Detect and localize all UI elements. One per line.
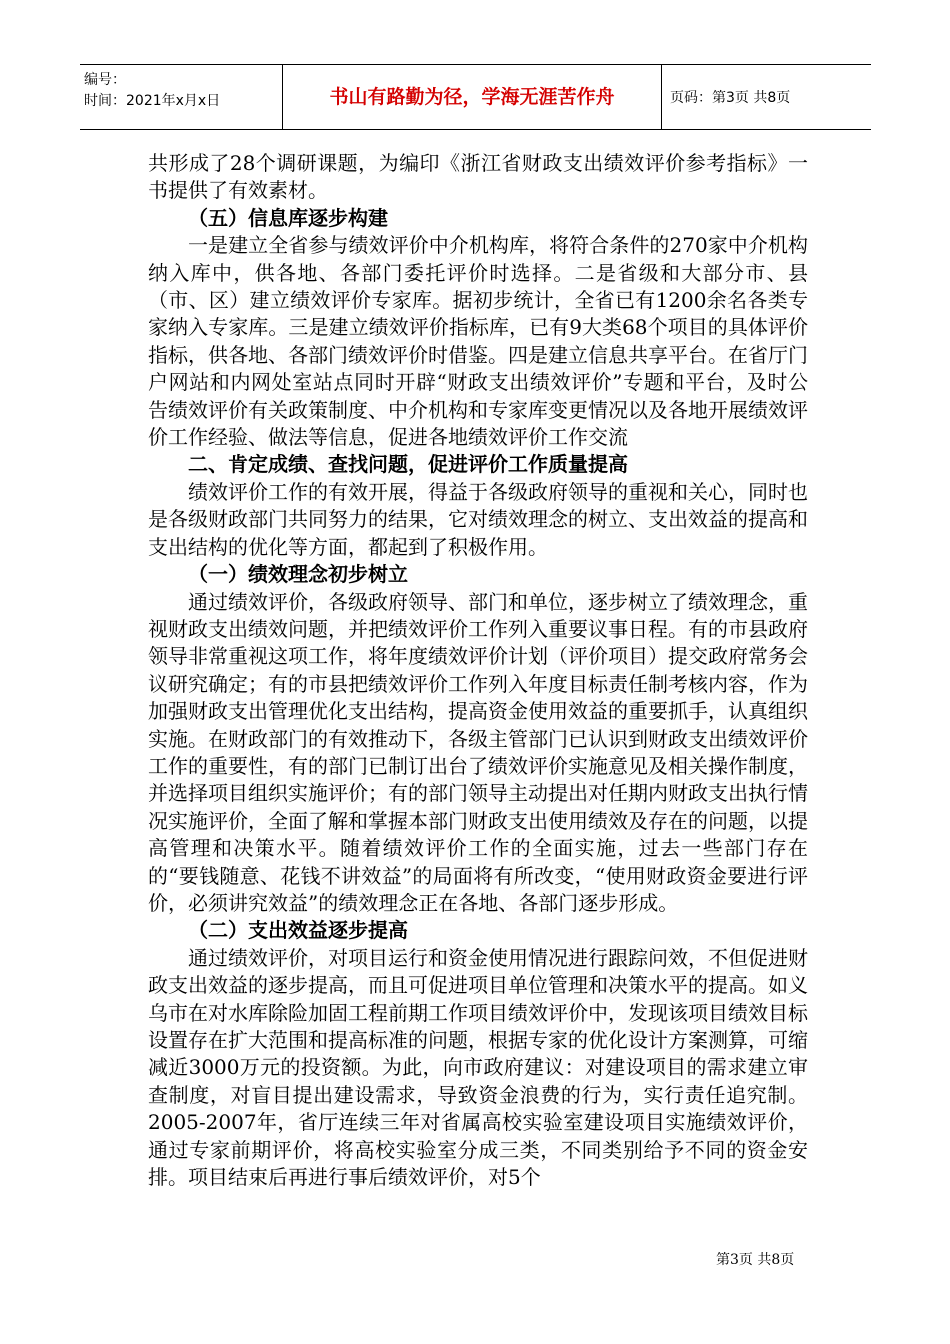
section-heading: 二、肯定成绩、查找问题，促进评价工作质量提高 (188, 452, 628, 477)
paragraph: 通过绩效评价，各级政府领导、部门和单位，逐步树立了绩效理念，重视财政支出绩效问题，并把绩效评价工作列入重要议事日程。有的市县政府领导非常重视这项工作，将年度绩效评价计划（评价项目）提交政府常务会议研究确定；有的市县把绩效评价工作列入年度目标责任制考核内容，作为加强财政支出管理优化支出结构，提高资金使用效益的重要抓手，认真组织实施。在财政部门的有效推动下，各级主管部门已认识到财政支出绩效评价工作的重要性，有的部门已制订出台了绩效评价实施意见及相关操作制度，并选择项目组织实施评价；有的部门领导主动提出对任期内财政支出执行情况实施评价，全面了解和掌握本部门财政支出使用绩效及存在的问题，以提高管理和决策水平。随着绩效评价工作的全面实施，过去一些部门存在的“要钱随意、花钱不讲效益”的局面将有所改变，“使用财政资金要进行评价，必须讲究效益”的绩效理念正在各地、各部门逐步形成。 (148, 589, 808, 915)
page-header (80, 64, 871, 130)
document-time-label: 时间：2021年x月x日 (84, 93, 221, 109)
document-number-label: 编号： (84, 72, 126, 88)
section-heading: （五）信息库逐步构建 (188, 205, 388, 230)
document-body (148, 150, 808, 1191)
paragraph: 共形成了28个调研课题，为编印《浙江省财政支出绩效评价参考指标》一书提供了有效素材。 (148, 151, 808, 203)
paragraph: 通过绩效评价，对项目运行和资金使用情况进行跟踪问效，不但促进财政支出效益的逐步提高，而且可促进项目单位管理和决策水平的提高。如义乌市在对水库除险加固工程前期工作项目绩效评价中，发现该项目绩效目标设置存在扩大范围和提高标准的问题，根据专家的优化设计方案测算，可缩减近3000万元的投资额。为此，向市政府建议：对建设项目的需求建立审查制度，对盲目提出建设需求，导致资金浪费的行为，实行责任追究制。2005-2007年，省厅连续三年对省属高校实验室建设项目实施绩效评价，通过专家前期评价，将高校实验室分成三类，不同类别给予不同的资金安排。项目结束后再进行事后绩效评价，对5个 (148, 945, 808, 1190)
section-heading: （一）绩效理念初步树立 (188, 562, 408, 587)
header-page-code: 页码：第3页 共8页 (670, 90, 791, 106)
paragraph: 绩效评价工作的有效开展，得益于各级政府领导的重视和关心，同时也是各级财政部门共同努力的结果，它对绩效理念的树立、支出效益的提高和支出结构的优化等方面，都起到了积极作用。 (148, 479, 808, 559)
header-info-cell (80, 65, 283, 129)
header-motto: 书山有路勤为径，学海无涯苦作舟 (283, 65, 662, 129)
paragraph: 一是建立全省参与绩效评价中介机构库，将符合条件的270家中介机构纳入库中，供各地、各部门委托评价时选择。二是省级和大部分市、县（市、区）建立绩效评价专家库。据初步统计，全省已有1200余名各类专家纳入专家库。三是建立绩效评价指标库，已有9大类68个项目的具体评价指标，供各地、各部门绩效评价时借鉴。四是建立信息共享平台。在省厅门户网站和内网处室站点同时开辟“财政支出绩效评价”专题和平台，及时公告绩效评价有关政策制度、中介机构和专家库变更情况以及各地开展绩效评价工作经验、做法等信息，促进各地绩效评价工作交流 (148, 233, 808, 450)
section-heading: （二）支出效益逐步提高 (188, 918, 408, 943)
page-footer-number: 第3页 共8页 (716, 1252, 795, 1268)
